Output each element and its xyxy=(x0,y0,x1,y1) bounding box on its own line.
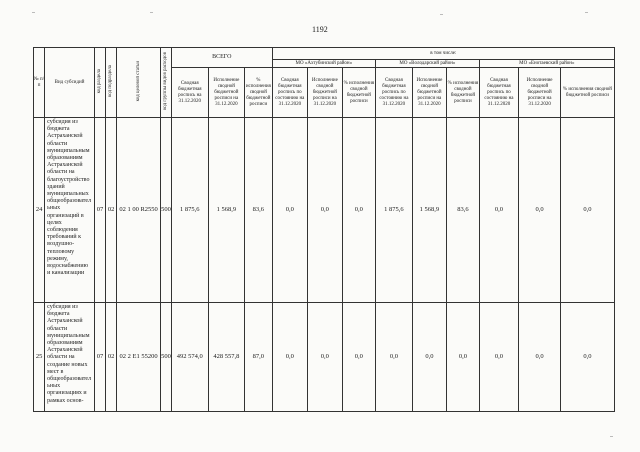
header-total-plan: Сводная бюджетная роспись на 31.12.2020 xyxy=(172,68,209,118)
header-mo2-exec: Исполнение сводной бюджетной росписи на 31.12.2020 xyxy=(412,68,447,118)
header-subsidy-type: Вид субсидий xyxy=(45,48,95,118)
header-expense-group: код группы видов расходов xyxy=(160,48,171,118)
row-subsection: 02 xyxy=(106,303,117,412)
header-mo3-exec: Исполнение сводной бюджетной росписи на 31.12.2020 xyxy=(519,68,561,118)
row-mo1-pct: 0,0 xyxy=(342,118,376,303)
page-number: 1192 xyxy=(312,25,328,34)
row-subsidy-name: субсидия из бюджета Астраханской области муниципальным образованиям Астраханской области на создание новых мест в общеобразовательных организациях и рамках основ- xyxy=(45,303,95,412)
row-mo2-plan: 1 875,6 xyxy=(376,118,413,303)
header-mo3-plan: Сводная бюджетная роспись по состоянию на 31.12.2020 xyxy=(479,68,519,118)
row-mo2-exec: 1 568,9 xyxy=(412,118,447,303)
row-subsection: 02 xyxy=(106,118,117,303)
header-mo2-pct: % исполнения сводной бюджетной росписи xyxy=(447,68,479,118)
row-subsidy-name: субсидия из бюджета Астраханской области муниципальным образованиям Астраханской области на благоустройство зданий муниципальных общеобразовательных организаций в целях соблюдения требований к воздушно-тепловому режиму, водоснабжению и канализации xyxy=(45,118,95,303)
header-mo-akhtubinsky: МО «Ахтубинский район» xyxy=(272,60,376,68)
budget-table xyxy=(33,47,615,412)
row-mo2-plan: 0,0 xyxy=(376,303,413,412)
row-mo2-pct: 83,6 xyxy=(447,118,479,303)
header-mo1-plan: Сводная бюджетная роспись по состоянию на 31.12.2020 xyxy=(272,68,308,118)
row-mo2-exec: 0,0 xyxy=(412,303,447,412)
row-mo3-plan: 0,0 xyxy=(479,118,519,303)
header-total: ВСЕГО xyxy=(172,48,273,68)
row-mo1-plan: 0,0 xyxy=(272,303,308,412)
header-total-exec: Исполнение сводной бюджетной росписи на 31.12.2020 xyxy=(208,68,245,118)
header-subsection-code: код подраздела xyxy=(106,48,117,118)
row-target-code: 02 1 00 R2550 xyxy=(117,118,161,303)
row-mo3-plan: 0,0 xyxy=(479,303,519,412)
header-mo3-pct: % исполнения сводной бюджетной росписи xyxy=(560,68,614,118)
row-mo3-exec: 0,0 xyxy=(519,118,561,303)
row-mo3-exec: 0,0 xyxy=(519,303,561,412)
row-mo3-pct: 0,0 xyxy=(560,118,614,303)
header-mo-enotaevsky: МО «Енотаевский район» xyxy=(479,60,614,68)
row-section: 07 xyxy=(94,303,105,412)
table-row xyxy=(34,303,615,412)
row-total-pct: 83,6 xyxy=(245,118,272,303)
row-mo1-exec: 0,0 xyxy=(308,118,343,303)
row-total-exec: 428 557,8 xyxy=(208,303,245,412)
row-mo1-plan: 0,0 xyxy=(272,118,308,303)
row-total-exec: 1 568,9 xyxy=(208,118,245,303)
header-mo-volodarsky: МО «Володарский район» xyxy=(376,60,480,68)
row-total-plan: 1 875,6 xyxy=(172,118,209,303)
row-mo3-pct: 0,0 xyxy=(560,303,614,412)
header-section-code: код раздела xyxy=(94,48,105,118)
row-expense-group: 500 xyxy=(160,303,171,412)
table-row xyxy=(34,118,615,303)
row-num: 24 xyxy=(34,118,45,303)
header-total-pct: % исполнения сводной бюджетной росписи xyxy=(245,68,272,118)
row-total-plan: 492 574,0 xyxy=(172,303,209,412)
row-mo1-exec: 0,0 xyxy=(308,303,343,412)
row-expense-group: 500 xyxy=(160,118,171,303)
row-num: 25 xyxy=(34,303,45,412)
header-mo2-plan: Сводная бюджетная роспись по состоянию на 31.12.2020 xyxy=(376,68,413,118)
row-total-pct: 87,0 xyxy=(245,303,272,412)
row-target-code: 02 2 E1 55200 xyxy=(117,303,161,412)
row-mo2-pct: 0,0 xyxy=(447,303,479,412)
row-section: 07 xyxy=(94,118,105,303)
row-mo1-pct: 0,0 xyxy=(342,303,376,412)
header-num: № п/п xyxy=(34,48,45,118)
header-target-code: код целевой статьи xyxy=(117,48,161,118)
header-including: в том числе: xyxy=(272,48,614,60)
header-mo1-pct: % исполнения сводной бюджетной росписи xyxy=(342,68,376,118)
header-mo1-exec: Исполнение сводной бюджетной росписи на 31.12.2020 xyxy=(308,68,343,118)
